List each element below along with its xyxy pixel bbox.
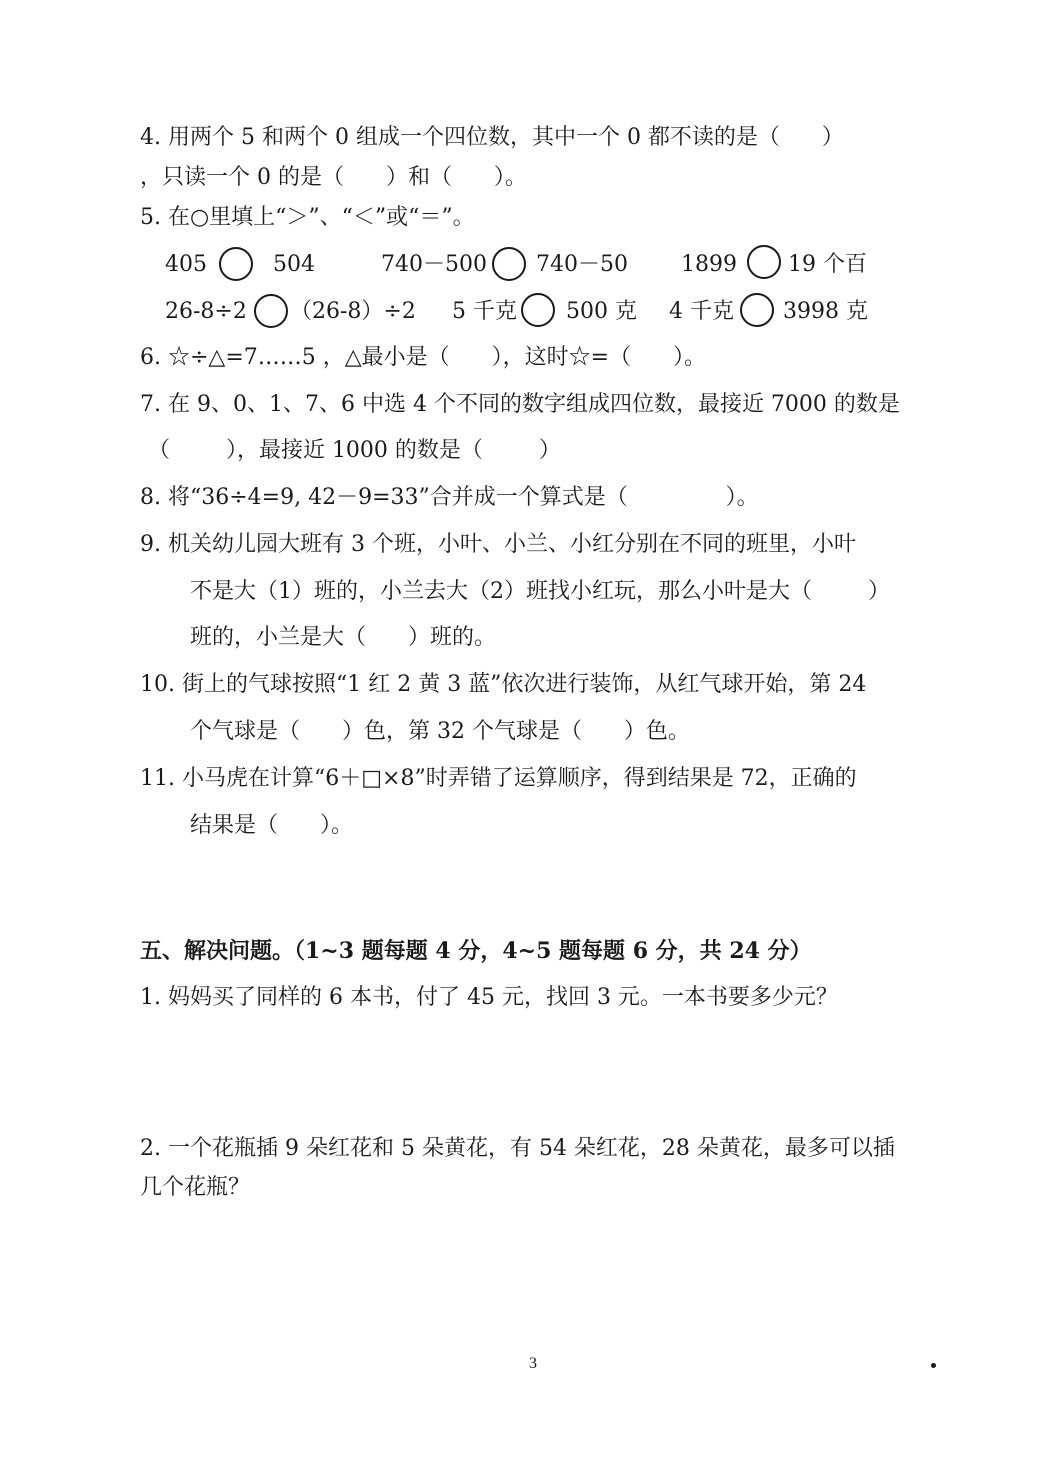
q5-compare-a-left: 405 [165,252,207,277]
problem1-line1: 1. 妈妈买了同样的 6 本书，付了 45 元，找回 3 元。一本书要多少元？ [140,985,838,1010]
compare-circle-e [521,293,555,327]
problem2-line2: 几个花瓶？ [140,1175,251,1200]
q7-line1: 7. 在 9、0、1、7、6 中选 4 个不同的数字组成四位数，最接近 7000 的数是 [140,392,900,417]
compare-circle-c [747,245,781,279]
q9-line1: 9. 机关幼儿园大班有 3 个班，小叶、小兰、小红分别在不同的班里，小叶 [140,532,856,557]
q8-line1: 8. 将“36÷4=9, 42－9=33”合并成一个算式是（ ）。 [140,485,759,510]
section5-heading: 五、解决问题。（1~3 题每题 4 分，4~5 题每题 6 分，共 24 分） [140,938,812,964]
q5-compare-c-right: 19 个百 [788,252,867,277]
footer-dot [931,1363,936,1368]
q5-compare-c-left: 1899 [681,252,737,277]
q9-line3: 班的，小兰是大（ ）班的。 [190,625,496,650]
q5-compare-e-left: 5 千克 [452,299,517,324]
page-number: 3 [529,1355,537,1372]
q5-compare-d-left: 26-8÷2 [165,299,247,324]
q11-line1: 11. 小马虎在计算“6＋□×8”时弄错了运算顺序，得到结果是 72，正确的 [140,766,857,791]
problem2-line1: 2. 一个花瓶插 9 朵红花和 5 朵黄花，有 54 朵红花，28 朵黄花，最多可以插 [140,1136,895,1161]
q9-line2: 不是大（1）班的，小兰去大（2）班找小红玩，那么小叶是大（ ） [190,579,890,604]
q5-compare-d-right: （26-8）÷2 [290,299,416,324]
q5-compare-f-left: 4 千克 [669,299,734,324]
compare-circle-b [492,247,526,281]
q5-line1: 5. 在○里填上“＞”、“＜”或“＝”。 [140,205,475,230]
q10-line2: 个气球是（ ）色，第 32 个气球是（ ）色。 [190,719,690,744]
q7-line2: （ ），最接近 1000 的数是（ ） [148,438,561,463]
q4-line2: ，只读一个 0 的是（ ）和（ ）。 [140,165,527,190]
q5-compare-b-left: 740－500 [381,252,487,277]
compare-circle-d [254,294,288,328]
q4-line1: 4. 用两个 5 和两个 0 组成一个四位数，其中一个 0 都不读的是（ ） [140,125,844,150]
q5-compare-b-right: 740－50 [536,252,628,277]
compare-circle-a [219,247,253,281]
compare-circle-f [740,293,774,327]
q5-compare-e-right: 500 克 [566,299,637,324]
q5-compare-f-right: 3998 克 [783,299,868,324]
q6-line1: 6. ☆÷△=7……5 ，△最小是（ ），这时☆=（ ）。 [140,345,707,370]
q10-line1: 10. 街上的气球按照“1 红 2 黄 3 蓝”依次进行装饰，从红气球开始，第 24 [140,672,867,697]
q11-line2: 结果是（ ）。 [190,813,353,838]
q5-compare-a-right: 504 [273,252,315,277]
